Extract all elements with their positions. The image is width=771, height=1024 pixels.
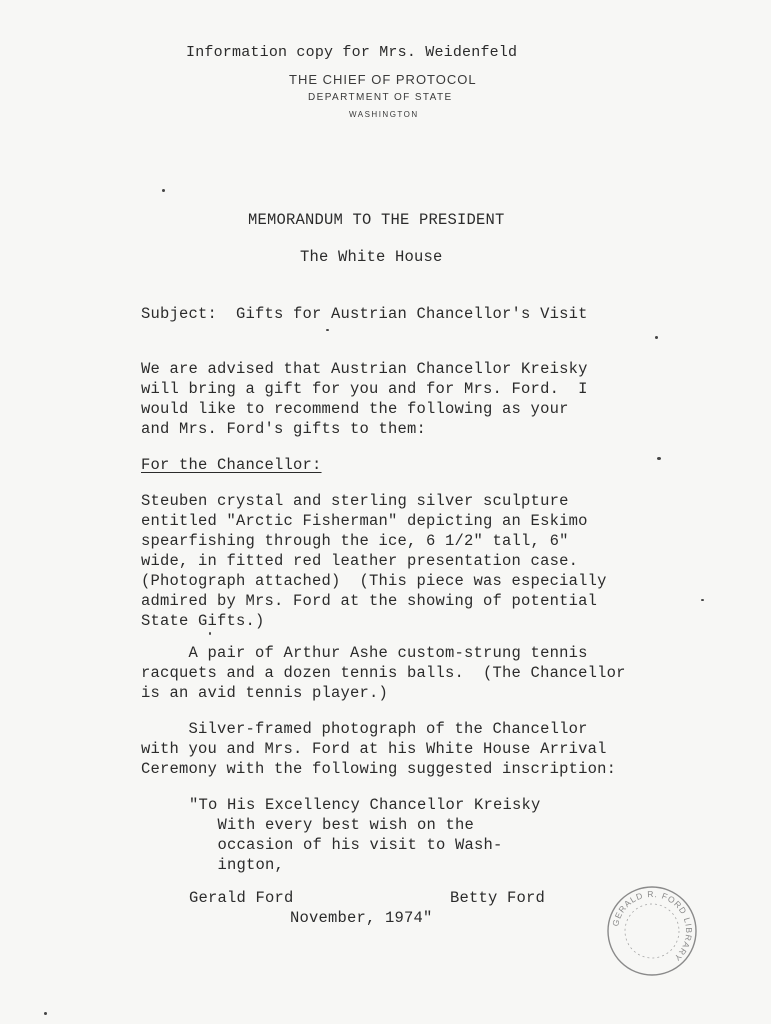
signature-betty-ford: Betty Ford (450, 889, 546, 907)
gift-line: Ceremony with the following suggested inscription: (141, 760, 617, 778)
gift-line: Steuben crystal and sterling silver sculpture (141, 492, 569, 510)
gift-line: State Gifts.) (141, 612, 265, 630)
inscription-line: "To His Excellency Chancellor Kreisky (189, 796, 541, 814)
intro-line: will bring a gift for you and for Mrs. Ford. I (141, 380, 588, 398)
gift-sculpture-paragraph (141, 491, 661, 631)
intro-line: We are advised that Austrian Chancellor Kreisky (141, 360, 588, 378)
intro-line: would like to recommend the following as your (141, 400, 569, 418)
intro-paragraph (141, 359, 661, 439)
inscription-line: occasion of his visit to Wash- (189, 836, 503, 854)
scan-speck (162, 189, 165, 192)
inscription-line: With every best wish on the (189, 816, 475, 834)
memo-subject: Subject: Gifts for Austrian Chancellor's Visit (141, 305, 588, 323)
gift-line: (Photograph attached) (This piece was especially (141, 572, 607, 590)
stamp-text: GERALD R. FORD LIBRARY (610, 888, 695, 964)
gift-line: admired by Mrs. Ford at the showing of potential (141, 592, 598, 610)
gift-line: entitled "Arctic Fisherman" depicting an Eskimo (141, 512, 588, 530)
section-heading: For the Chancellor: (141, 456, 322, 474)
suggested-inscription (189, 795, 589, 875)
signature-gerald-ford: Gerald Ford (189, 889, 294, 907)
gift-line: with you and Mrs. Ford at his White House Arrival (141, 740, 607, 758)
letterhead-department: DEPARTMENT OF STATE (308, 92, 453, 103)
library-stamp (604, 883, 700, 979)
memo-title: MEMORANDUM TO THE PRESIDENT (248, 211, 505, 229)
svg-text:GERALD R. FORD LIBRARY (610, 889, 694, 964)
inscription-line: ington, (189, 856, 285, 874)
inscription-date: November, 1974" (290, 909, 433, 927)
gift-line: A pair of Arthur Ashe custom-strung tennis (141, 644, 588, 662)
gift-line: is an avid tennis player.) (141, 684, 389, 702)
letterhead-office: THE CHIEF OF PROTOCOL (289, 72, 477, 87)
gift-line: Silver-framed photograph of the Chancellor (141, 720, 588, 738)
gift-photograph-paragraph (141, 719, 661, 779)
gift-line: spearfishing through the ice, 6 1/2" tall, 6" (141, 532, 569, 550)
scan-speck (701, 599, 704, 601)
scan-speck (44, 1012, 47, 1015)
intro-line: and Mrs. Ford's gifts to them: (141, 420, 427, 438)
gift-line: racquets and a dozen tennis balls. (The Chancellor (141, 664, 626, 682)
info-copy-note: Information copy for Mrs. Weidenfeld (186, 44, 518, 61)
scan-speck (657, 457, 661, 460)
memo-recipient: The White House (300, 248, 443, 266)
letterhead-city: WASHINGTON (349, 110, 419, 119)
gift-tennis-paragraph (141, 643, 661, 703)
gift-line: wide, in fitted red leather presentation case. (141, 552, 579, 570)
scan-speck (209, 632, 211, 635)
scan-speck (655, 336, 658, 339)
scan-speck (326, 329, 329, 331)
